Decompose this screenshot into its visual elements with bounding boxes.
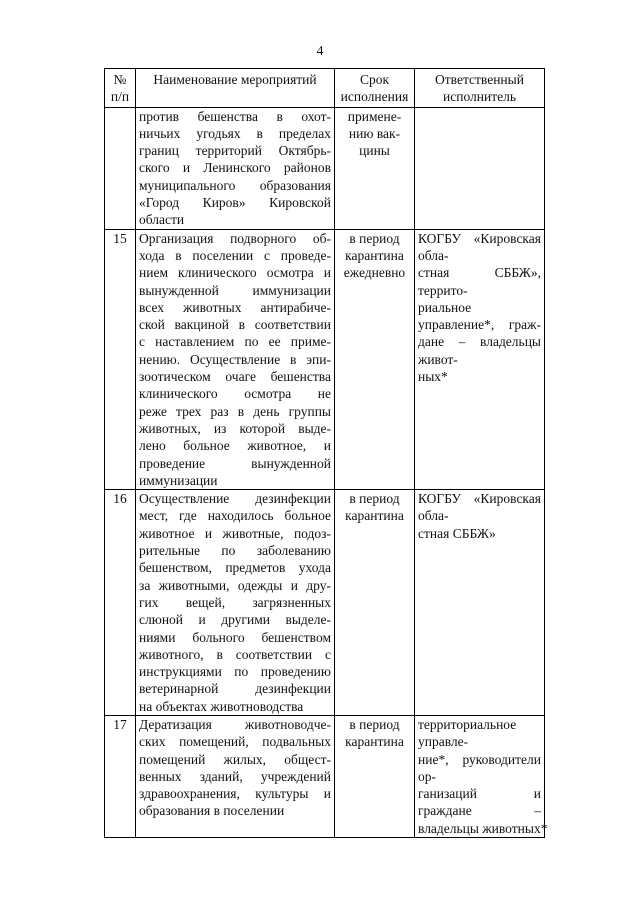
table-row xyxy=(105,107,545,229)
measure-name-line: Дератизация животноводче- xyxy=(139,716,331,732)
header-num-line: п/п xyxy=(110,89,130,105)
measure-responsible xyxy=(415,715,548,837)
row-number: 17 xyxy=(105,715,136,837)
measure-term-line: в период xyxy=(349,491,400,507)
measure-name-line: здравоохранения, культуры и xyxy=(139,786,331,802)
measure-name-line: образования в поселении xyxy=(139,803,285,819)
measure-term-line: карантина xyxy=(345,247,404,263)
measure-responsible-line: территориальное управле- xyxy=(418,716,517,750)
measure-responsible-line: КОГБУ «Кировская обла- xyxy=(418,230,541,263)
measures-table xyxy=(104,68,548,838)
table-header-row xyxy=(105,69,545,108)
header-name-line: Наименование мероприятий xyxy=(153,72,317,87)
measure-responsible xyxy=(415,229,545,489)
measure-name-line: «Город Киров» Кировской xyxy=(139,195,331,211)
measure-name-line: с наставлением по ее приме- xyxy=(139,334,331,350)
measure-term xyxy=(335,107,415,229)
measure-term-line: ежедневно xyxy=(343,265,406,281)
measure-name xyxy=(136,107,335,229)
measure-name-line: хода в поселении с проведе- xyxy=(139,247,331,263)
measure-name-line: против бешенства в охот- xyxy=(139,108,331,124)
row-number xyxy=(105,107,136,229)
page-number: 4 xyxy=(316,44,324,59)
measure-name-line: животного, в соответствии с xyxy=(139,646,331,662)
measure-name xyxy=(136,490,335,716)
header-responsible xyxy=(415,69,545,108)
header-num-line: № xyxy=(113,72,127,87)
measure-name-line: слюной и другими выделе- xyxy=(139,612,331,628)
measure-name-line: бешенством, предметов ухода xyxy=(139,560,331,576)
measure-name-line: зоотическом очаге бешенства xyxy=(139,369,331,385)
measure-name-line: области xyxy=(139,212,185,228)
measure-name-line: на объектах животноводства xyxy=(139,698,304,714)
measure-responsible xyxy=(415,107,545,229)
measure-responsible-line: ние*, руководители ор- xyxy=(418,751,541,784)
measure-term xyxy=(335,490,415,716)
measure-name-line: мест, где находилось больное xyxy=(139,508,331,524)
measure-term-line: в период xyxy=(349,230,400,246)
measure-term-line: карантина xyxy=(345,734,404,750)
measure-name-line: ниями больного бешенством xyxy=(139,629,331,645)
measure-name-line: муниципального образования xyxy=(139,177,331,193)
measure-term-line: в период xyxy=(349,716,400,732)
header-name xyxy=(136,69,335,108)
measure-term xyxy=(335,715,415,837)
measure-name-line: ского и Ленинского районов xyxy=(139,160,331,176)
measure-name-line: Осуществление дезинфекции xyxy=(139,491,331,507)
measure-term-line: цины xyxy=(359,143,390,159)
header-term xyxy=(335,69,415,108)
measure-name-line: ветеринарной дезинфекции xyxy=(139,681,331,697)
measure-responsible-line: стная СББЖ», террито- xyxy=(418,265,541,298)
measure-name-line: нению. Осуществление в эпи- xyxy=(139,351,331,367)
header-resp-line: исполнитель xyxy=(443,89,516,105)
measure-responsible-line: ганизаций и граждане – xyxy=(418,786,541,819)
measure-name-line: проведение вынужденной xyxy=(139,455,331,471)
header-num xyxy=(105,69,136,108)
measure-name-line: границ территорий Октябрь- xyxy=(139,143,331,159)
row-number: 15 xyxy=(105,229,136,489)
row-number: 16 xyxy=(105,490,136,716)
measure-name-line: лено больное животное, и xyxy=(139,438,331,454)
measure-name-line: венных зданий, учреждений xyxy=(139,768,331,784)
table-row xyxy=(105,229,545,489)
measure-name-line: вынужденной иммунизации xyxy=(139,282,331,298)
measure-term-line: нию вак- xyxy=(348,125,401,141)
measure-name-line: нием клинического осмотра и xyxy=(139,265,331,281)
measure-term-line: карантина xyxy=(345,508,404,524)
measure-name-line: ских помещений, подвальных xyxy=(139,734,331,750)
measure-name-line: инструкциями по проведению xyxy=(139,664,331,680)
measure-name-line: рительные по заболеванию xyxy=(139,543,331,559)
measure-name-line: всех животных антирабиче- xyxy=(139,299,331,315)
header-term-line: Срок xyxy=(359,72,390,87)
measure-name-line: за животными, одежды и дру- xyxy=(139,577,331,593)
measure-name-line: реже трех раз в день группы xyxy=(139,403,331,419)
measure-name-line: помещений жилых, общест- xyxy=(139,751,331,767)
measure-responsible-line: стная СББЖ» xyxy=(418,525,496,541)
measure-name-line: ской вакциной в соответствии xyxy=(139,317,331,333)
measure-responsible-line: КОГБУ «Кировская обла- xyxy=(418,491,541,524)
measure-name-line: иммунизации xyxy=(139,472,218,488)
measure-responsible-line: владельцы животных* xyxy=(418,820,548,836)
measure-term-line: примене- xyxy=(347,108,402,124)
measure-name xyxy=(136,715,335,837)
measure-name-line: ничьих угодьях в пределах xyxy=(139,125,331,141)
measure-responsible-line: риальное управление*, граж- xyxy=(418,299,541,333)
measure-name xyxy=(136,229,335,489)
measure-name-line: животных, из которой выде- xyxy=(139,420,331,436)
header-resp-line: Ответственный xyxy=(435,72,524,87)
measure-name-line: Организация подворного об- xyxy=(139,230,331,246)
measure-name-line: животное и животные, подоз- xyxy=(139,525,331,541)
measure-term xyxy=(335,229,415,489)
measure-name-line: клинического осмотра не xyxy=(139,386,331,402)
measure-responsible xyxy=(415,490,545,716)
table-row xyxy=(105,715,545,837)
measure-responsible-line: дане – владельцы живот- xyxy=(418,334,541,367)
header-term-line: исполнения xyxy=(340,89,409,105)
measure-name-line: гих вещей, загрязненных xyxy=(139,594,331,610)
measure-responsible-line: ных* xyxy=(418,369,448,385)
table-row xyxy=(105,490,545,716)
